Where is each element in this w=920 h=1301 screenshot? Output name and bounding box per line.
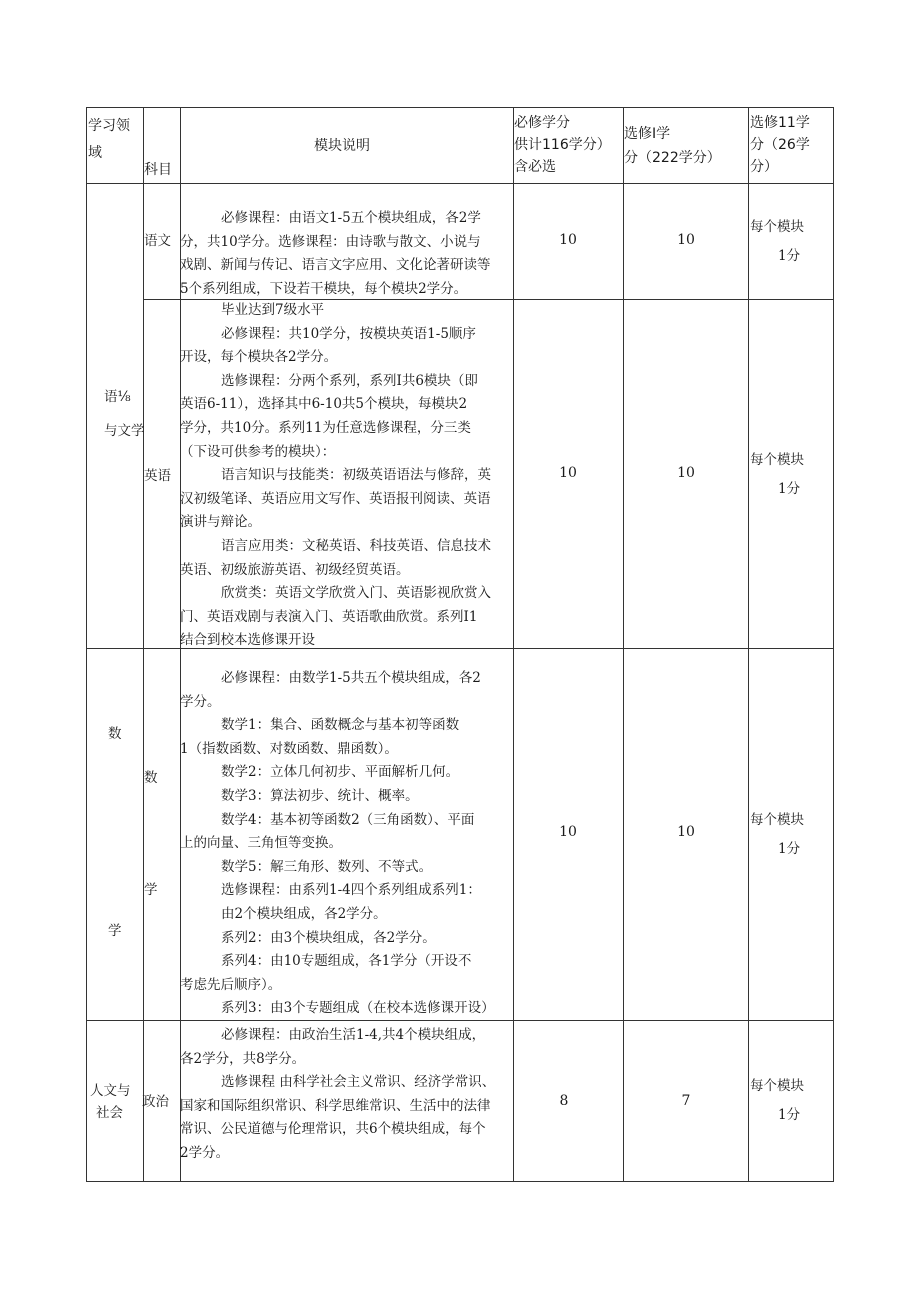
elective1-credits-politics: 7 [681,1093,691,1109]
row-divider [87,183,833,184]
required-credits-english: 10 [559,465,577,481]
area-humanities-society: 人文与 社会 [90,1083,131,1121]
header-description: 模块说明 [314,138,370,154]
elective2-credits-math: 每个模块 1分 [750,812,804,857]
elective1-credits-math: 10 [677,824,695,840]
subject-politics: 政治 [142,1094,169,1110]
header-elective1-credits: 选修I学 分（222学分） [624,126,721,166]
area-math-char1: 数 [108,726,122,742]
elective1-credits-chinese: 10 [677,232,695,248]
subject-chinese: 语文 [144,233,171,249]
description-math: 必修课程：由数学1-5共五个模块组成，各2 学分。 数学1：集合、函数概念与基本初等函数 1（指数函数、对数函数、鼎函数）。 数学2：立体几何初步、平面解析几何。 数学3：算法初步、统计、概率。 数学4：基本初等函数2（三角函数）、平面 上的向量、三角恒等变换。 数学5：解三角形、数列、不等式。 选修课程：由系列1-4四个系列组成系列1： 由2个模块组成，各2学分。 系列2：由3个模块组成，各2学分。 系列4：由10专题组成，各1学分（开设不 考虑先后顺序）。 系列3：由3个专题组成（在校本选修课开设） [180,670,495,1017]
area-math-char2: 学 [108,923,122,939]
subject-math-char1: 数 [144,770,158,786]
required-credits-politics: 8 [559,1093,569,1109]
header-area: 学习领 域 [88,118,130,161]
elective1-credits-english: 10 [677,465,695,481]
required-credits-math: 10 [559,824,577,840]
required-credits-chinese: 10 [559,232,577,248]
elective2-credits-english: 每个模块 1分 [750,452,804,497]
description-english: 毕业达到7级水平 必修课程：共10学分，按模块英语1-5顺序 开设，每个模块各2学分。 选修课程：分两个系列，系列I共6模块（即 英语6-11），选择其中6-10共5个模块，每模块2 学分，共10分。系列11为任意选修课程，分三类 （下设可供参考的模块）： 语言知识与技能类：初级英语语法与修辞，英 汉初级笔译、英语应用文写作、英语报刊阅读、英语 演讲与辩论。 语言应用类：文秘英语、科技英语、信息技术 英语、初级旅游英语、初级经贸英语。 欣赏类：英语文学欣赏入门、英语影视欣赏入 门、英语戏剧与表演入门、英语歌曲欣赏。系列I1 结合到校本选修课开设 [180,302,491,649]
description-politics: 必修课程：由政治生活1-4,共4个模块组成， 各2学分，共8学分。 选修课程 由科学社会主义常识、经济学常识、 国家和国际组织常识、科学思维常识、生活中的法律 常识、公民道德与伦理常识，共6个模块组成，每个 2学分。 [180,1027,496,1161]
description-chinese: 必修课程：由语文1-5五个模块组成，各2学 分，共10学分。选修课程：由诗歌与散文、小说与 戏剧、新闻与传记、语言文字应用、文化论著研读等 5个系列组成，下设若干模块，每个模块2学分。 [180,210,491,297]
area-language-literature: 语⅛ 与文学 [104,389,145,439]
header-elective2-credits: 选修11学 分（26学 分） [750,115,810,175]
header-subject: 科目 [144,162,172,178]
subject-english: 英语 [144,468,171,484]
elective2-credits-chinese: 每个模块 1分 [750,219,804,264]
subject-math-char2: 学 [144,882,158,898]
header-required-credits: 必修学分 供计116学分） 含必选 [514,115,611,175]
elective2-credits-politics: 每个模块 1分 [750,1078,804,1123]
